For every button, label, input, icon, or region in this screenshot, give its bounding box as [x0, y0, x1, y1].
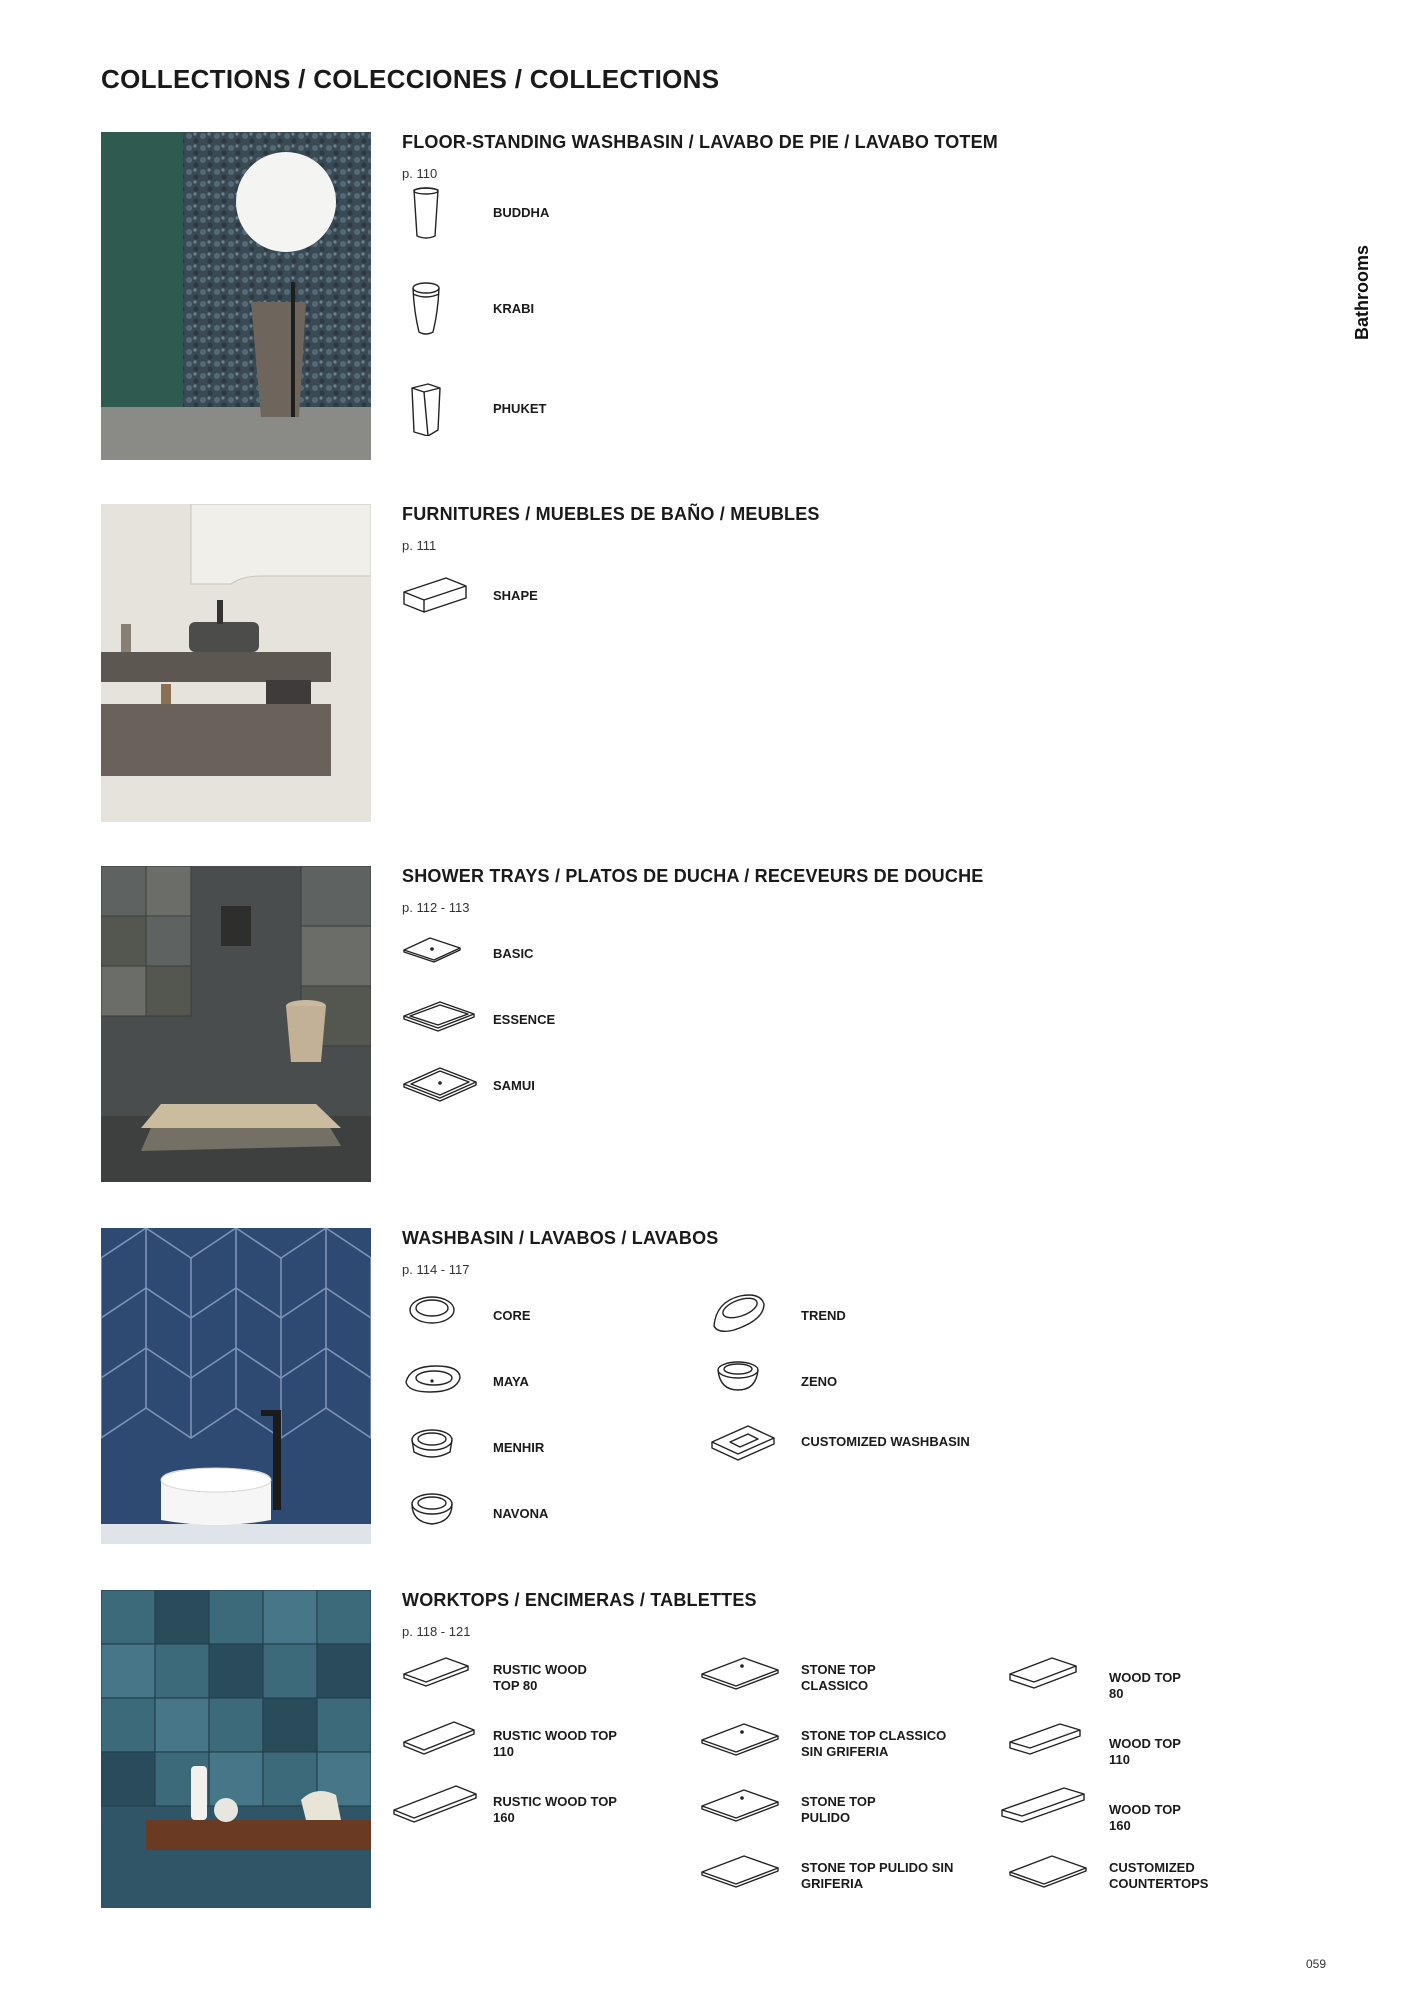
section-title: WORKTOPS / ENCIMERAS / TABLETTES: [402, 1590, 757, 1610]
product-label: SHAPE: [493, 588, 538, 603]
page-number: 059: [1305, 1957, 1326, 1971]
pedestal-basin-icon: [402, 186, 482, 240]
stone-top-icon: [700, 1784, 780, 1838]
shower-tray-icon: [402, 1060, 482, 1114]
product-label: CUSTOMIZED COUNTERTOPS: [1109, 1860, 1209, 1891]
pedestal-basin-icon: [402, 282, 482, 336]
section-side-label: Bathrooms: [1352, 244, 1372, 340]
section-title: FURNITURES / MUEBLES DE BAÑO / MEUBLES: [402, 504, 820, 524]
product-label: SAMUI: [493, 1078, 535, 1093]
slab-top-icon: [1000, 1784, 1088, 1838]
product-label: RUSTIC WOOD TOP 80: [493, 1662, 587, 1693]
product-label: KRABI: [493, 301, 535, 316]
section-title: WASHBASIN / LAVABOS / LAVABOS: [402, 1228, 719, 1248]
square-pedestal-basin-icon: [402, 382, 482, 436]
product-label: RUSTIC WOOD TOP 160: [493, 1794, 617, 1825]
integrated-basin-icon: [710, 1422, 790, 1476]
section-page-ref: p. 118 - 121: [402, 1624, 471, 1639]
product-label: MENHIR: [493, 1440, 545, 1455]
product-label: RUSTIC WOOD TOP 110: [493, 1728, 617, 1759]
shower-tray-icon: [402, 994, 482, 1048]
shower-tray-icon: [402, 928, 482, 982]
stone-top-icon: [700, 1652, 780, 1706]
stone-top-icon: [700, 1850, 780, 1904]
section-page-ref: p. 110: [402, 166, 438, 181]
round-basin-icon: [402, 1488, 482, 1542]
floor-standing-basin-photo: [101, 132, 371, 460]
product-label: ZENO: [801, 1374, 838, 1389]
product-label: CUSTOMIZED WASHBASIN: [801, 1434, 970, 1449]
round-basin-icon: [710, 1356, 790, 1410]
shower-tray-photo: [101, 866, 371, 1182]
round-basin-icon: [402, 1422, 482, 1476]
section-title: SHOWER TRAYS / PLATOS DE DUCHA / RECEVEURS DE DOUCHE: [402, 866, 984, 886]
section-page-ref: p. 114 - 117: [402, 1262, 470, 1277]
wood-top-icon: [402, 1718, 482, 1772]
slab-top-icon: [1008, 1850, 1088, 1904]
product-label: WOOD TOP 110: [1109, 1736, 1181, 1767]
cabinet-icon: [402, 574, 482, 628]
product-label: NAVONA: [493, 1506, 549, 1521]
worktop-photo: [101, 1590, 371, 1908]
section-page-ref: p. 111: [402, 538, 437, 553]
wood-top-icon: [392, 1784, 482, 1838]
product-label: BUDDHA: [493, 205, 550, 220]
product-label: STONE TOP CLASSICO SIN GRIFERIA: [801, 1728, 947, 1759]
slab-top-icon: [1008, 1652, 1088, 1706]
product-label: WOOD TOP 80: [1109, 1670, 1181, 1701]
section-page-ref: p. 112 - 113: [402, 900, 470, 915]
furniture-photo: [101, 504, 371, 822]
section-title: FLOOR-STANDING WASHBASIN / LAVABO DE PIE / LAVABO TOTEM: [402, 132, 998, 152]
product-label: ESSENCE: [493, 1012, 556, 1027]
product-label: PHUKET: [493, 401, 547, 416]
product-label: TREND: [801, 1308, 846, 1323]
page-title: COLLECTIONS / COLECCIONES / COLLECTIONS: [101, 64, 720, 94]
round-basin-icon: [402, 1290, 482, 1344]
product-label: STONE TOP PULIDO: [801, 1794, 876, 1825]
tilted-basin-icon: [710, 1290, 790, 1344]
product-label: MAYA: [493, 1374, 529, 1389]
product-label: BASIC: [493, 946, 534, 961]
product-label: STONE TOP CLASSICO: [801, 1662, 876, 1693]
wood-top-icon: [402, 1652, 482, 1706]
product-label: WOOD TOP 160: [1109, 1802, 1181, 1833]
oval-basin-icon: [402, 1356, 482, 1410]
product-label: STONE TOP PULIDO SIN GRIFERIA: [801, 1860, 954, 1891]
washbasin-photo: [101, 1228, 371, 1544]
stone-top-icon: [700, 1718, 780, 1772]
product-label: CORE: [493, 1308, 531, 1323]
slab-top-icon: [1008, 1718, 1088, 1772]
